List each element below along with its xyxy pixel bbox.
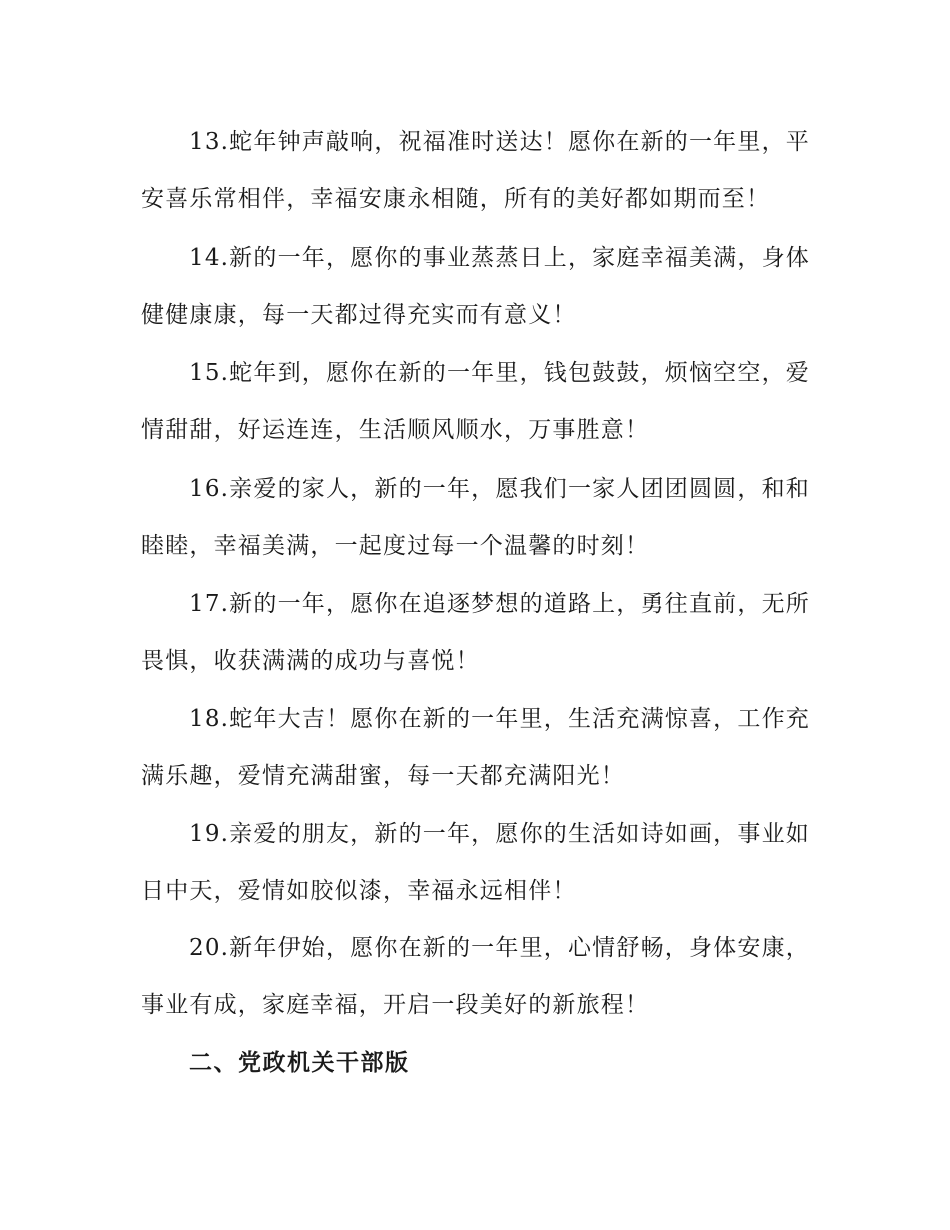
section-heading: 二、党政机关干部版	[189, 1050, 410, 1076]
wish-paragraph-18: 18.蛇年大吉！愿你在新的一年里，生活充满惊喜，工作充满乐趣，爱情充满甜蜜，每一天都充满阳光！	[141, 706, 810, 789]
wish-paragraph-13: 13.蛇年钟声敲响，祝福准时送达！愿你在新的一年里，平安喜乐常相伴，幸福安康永相随，所有的美好都如期而至！	[141, 129, 810, 212]
wish-paragraph-20: 20.新年伊始，愿你在新的一年里，心情舒畅，身体安康，事业有成，家庭幸福，开启一段美好的新旅程！	[141, 935, 810, 1018]
wish-paragraph-14: 14.新的一年，愿你的事业蒸蒸日上，家庭幸福美满，身体健健康康，每一天都过得充实而有意义！	[141, 245, 810, 328]
wish-paragraph-16: 16.亲爱的家人，新的一年，愿我们一家人团团圆圆，和和睦睦，幸福美满，一起度过每一个温馨的时刻！	[141, 476, 810, 559]
wish-paragraph-19: 19.亲爱的朋友，新的一年，愿你的生活如诗如画，事业如日中天，爱情如胶似漆，幸福永远相伴！	[141, 821, 810, 904]
wish-paragraph-15: 15.蛇年到，愿你在新的一年里，钱包鼓鼓，烦恼空空，爱情甜甜，好运连连，生活顺风顺水，万事胜意！	[141, 360, 810, 443]
wish-paragraph-17: 17.新的一年，愿你在追逐梦想的道路上，勇往直前，无所畏惧，收获满满的成功与喜悦！	[141, 591, 810, 674]
